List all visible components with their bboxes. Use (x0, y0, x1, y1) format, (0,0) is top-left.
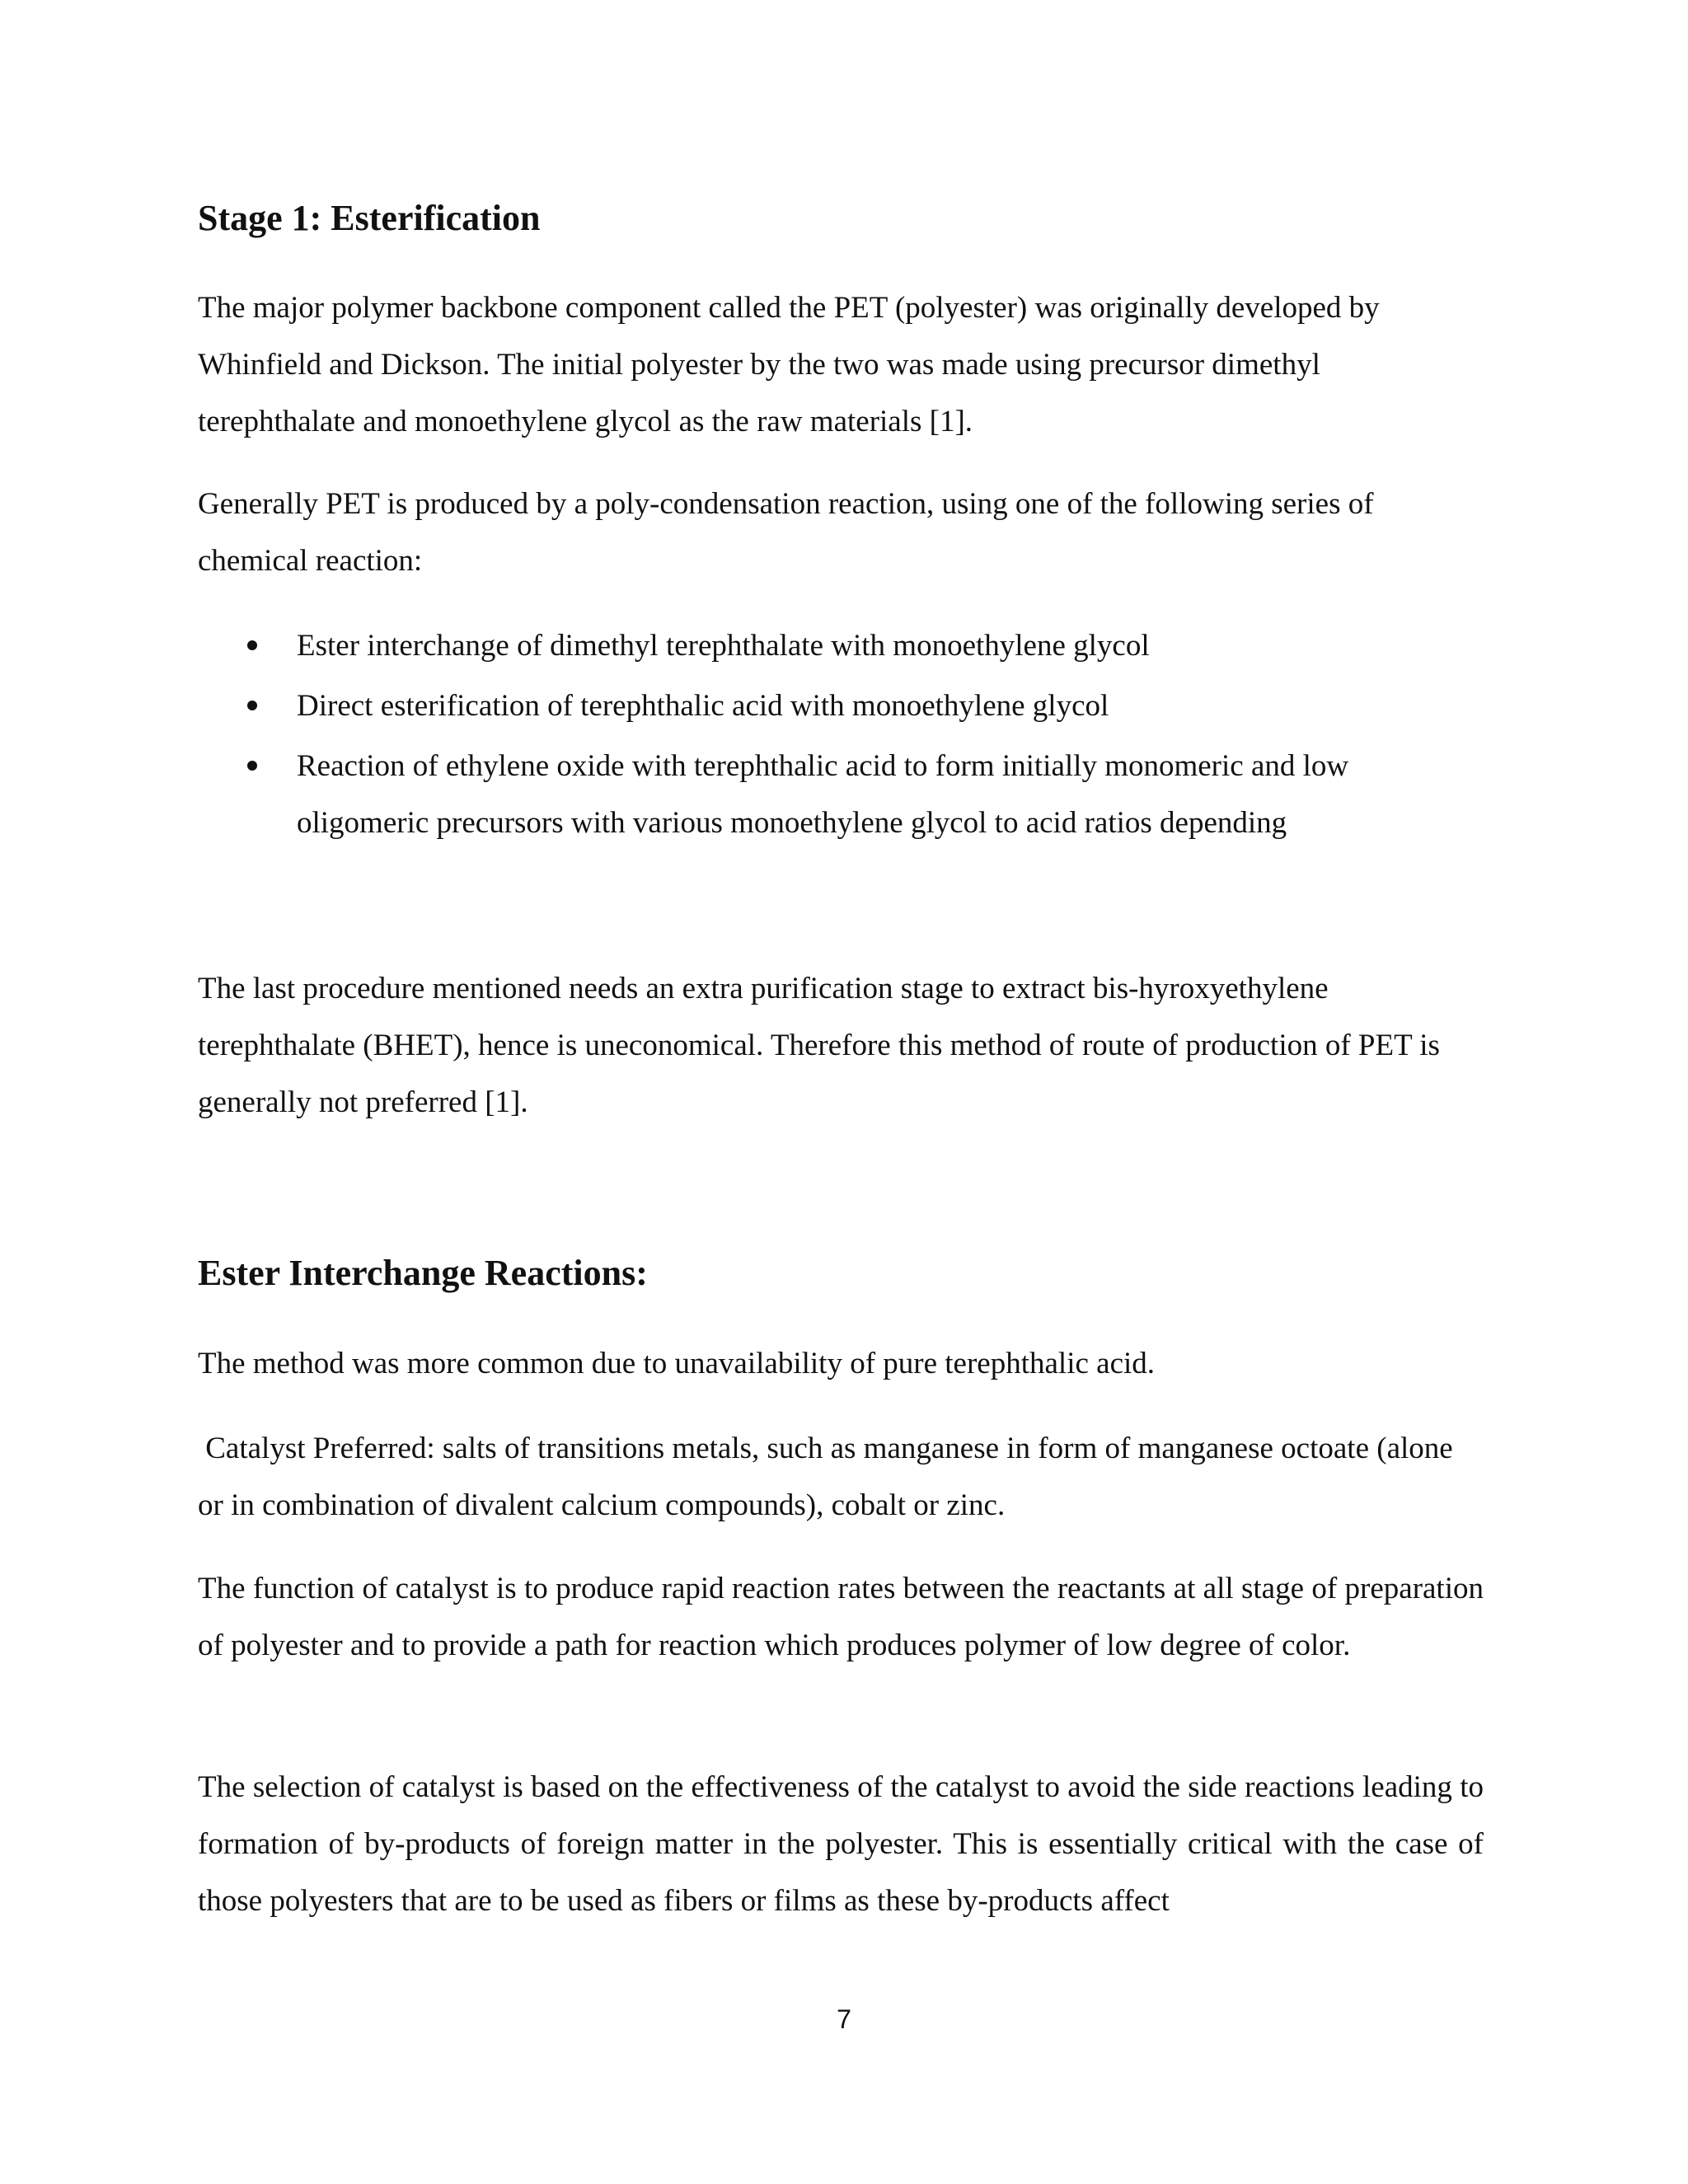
bullet-text: Reaction of ethylene oxide with terephthalic acid to form initially monomeric and low oligomeric precursors with various monoethylene glycol to acid ratios depending (297, 749, 1349, 840)
bullet-text: Ester interchange of dimethyl terephthalate with monoethylene glycol (297, 629, 1150, 663)
list-item (198, 617, 1484, 674)
section-heading-ester-interchange: Ester Interchange Reactions: (198, 1253, 648, 1293)
bullet-icon (247, 761, 257, 771)
list-item (198, 677, 1484, 734)
paragraph-catalyst-function: The function of catalyst is to produce rapid reaction rates between the reactants at all stage of preparation of polyester and to provide a path for reaction which produces polymer of low degree of color. (198, 1572, 1484, 1662)
paragraph-catalyst-preferred: Catalyst Preferred: salts of transitions metals, such as manganese in form of manganese octoate (alone or in combination of divalent calcium compounds), cobalt or zinc. (198, 1432, 1461, 1522)
page-number: 7 (837, 2004, 851, 2034)
paragraph-pet-production: Generally PET is produced by a poly-condensation reaction, using one of the following series of chemical reaction: (198, 487, 1374, 578)
paragraph-pet-origin: The major polymer backbone component called the PET (polyester) was originally developed by Whinfield and Dickson. The initial polyester by the two was made using precursor dimethyl terephthalate and monoethylene glycol as the raw materials [1]. (198, 291, 1380, 438)
reaction-bullet-list (198, 617, 1484, 855)
section-heading-stage-1: Stage 1: Esterification (198, 198, 541, 238)
bullet-icon (247, 701, 257, 710)
paragraph-last-procedure: The last procedure mentioned needs an extra purification stage to extract bis-hyroxyethylene terephthalate (BHET), hence is uneconomical. Therefore this method of route of production of PET is generally not preferred [1]. (198, 972, 1440, 1119)
bullet-text: Direct esterification of terephthalic acid with monoethylene glycol (297, 689, 1109, 723)
paragraph-catalyst-selection: The selection of catalyst is based on the effectiveness of the catalyst to avoid the side reactions leading to formation of by-products of foreign matter in the polyester. This is essentially critical with the case of those polyesters that are to be used as fibers or films as these by-products affect (198, 1770, 1484, 1918)
bullet-icon (247, 640, 257, 650)
list-item (198, 738, 1484, 851)
paragraph-method-common: The method was more common due to unavailability of pure terephthalic acid. (198, 1347, 1156, 1380)
